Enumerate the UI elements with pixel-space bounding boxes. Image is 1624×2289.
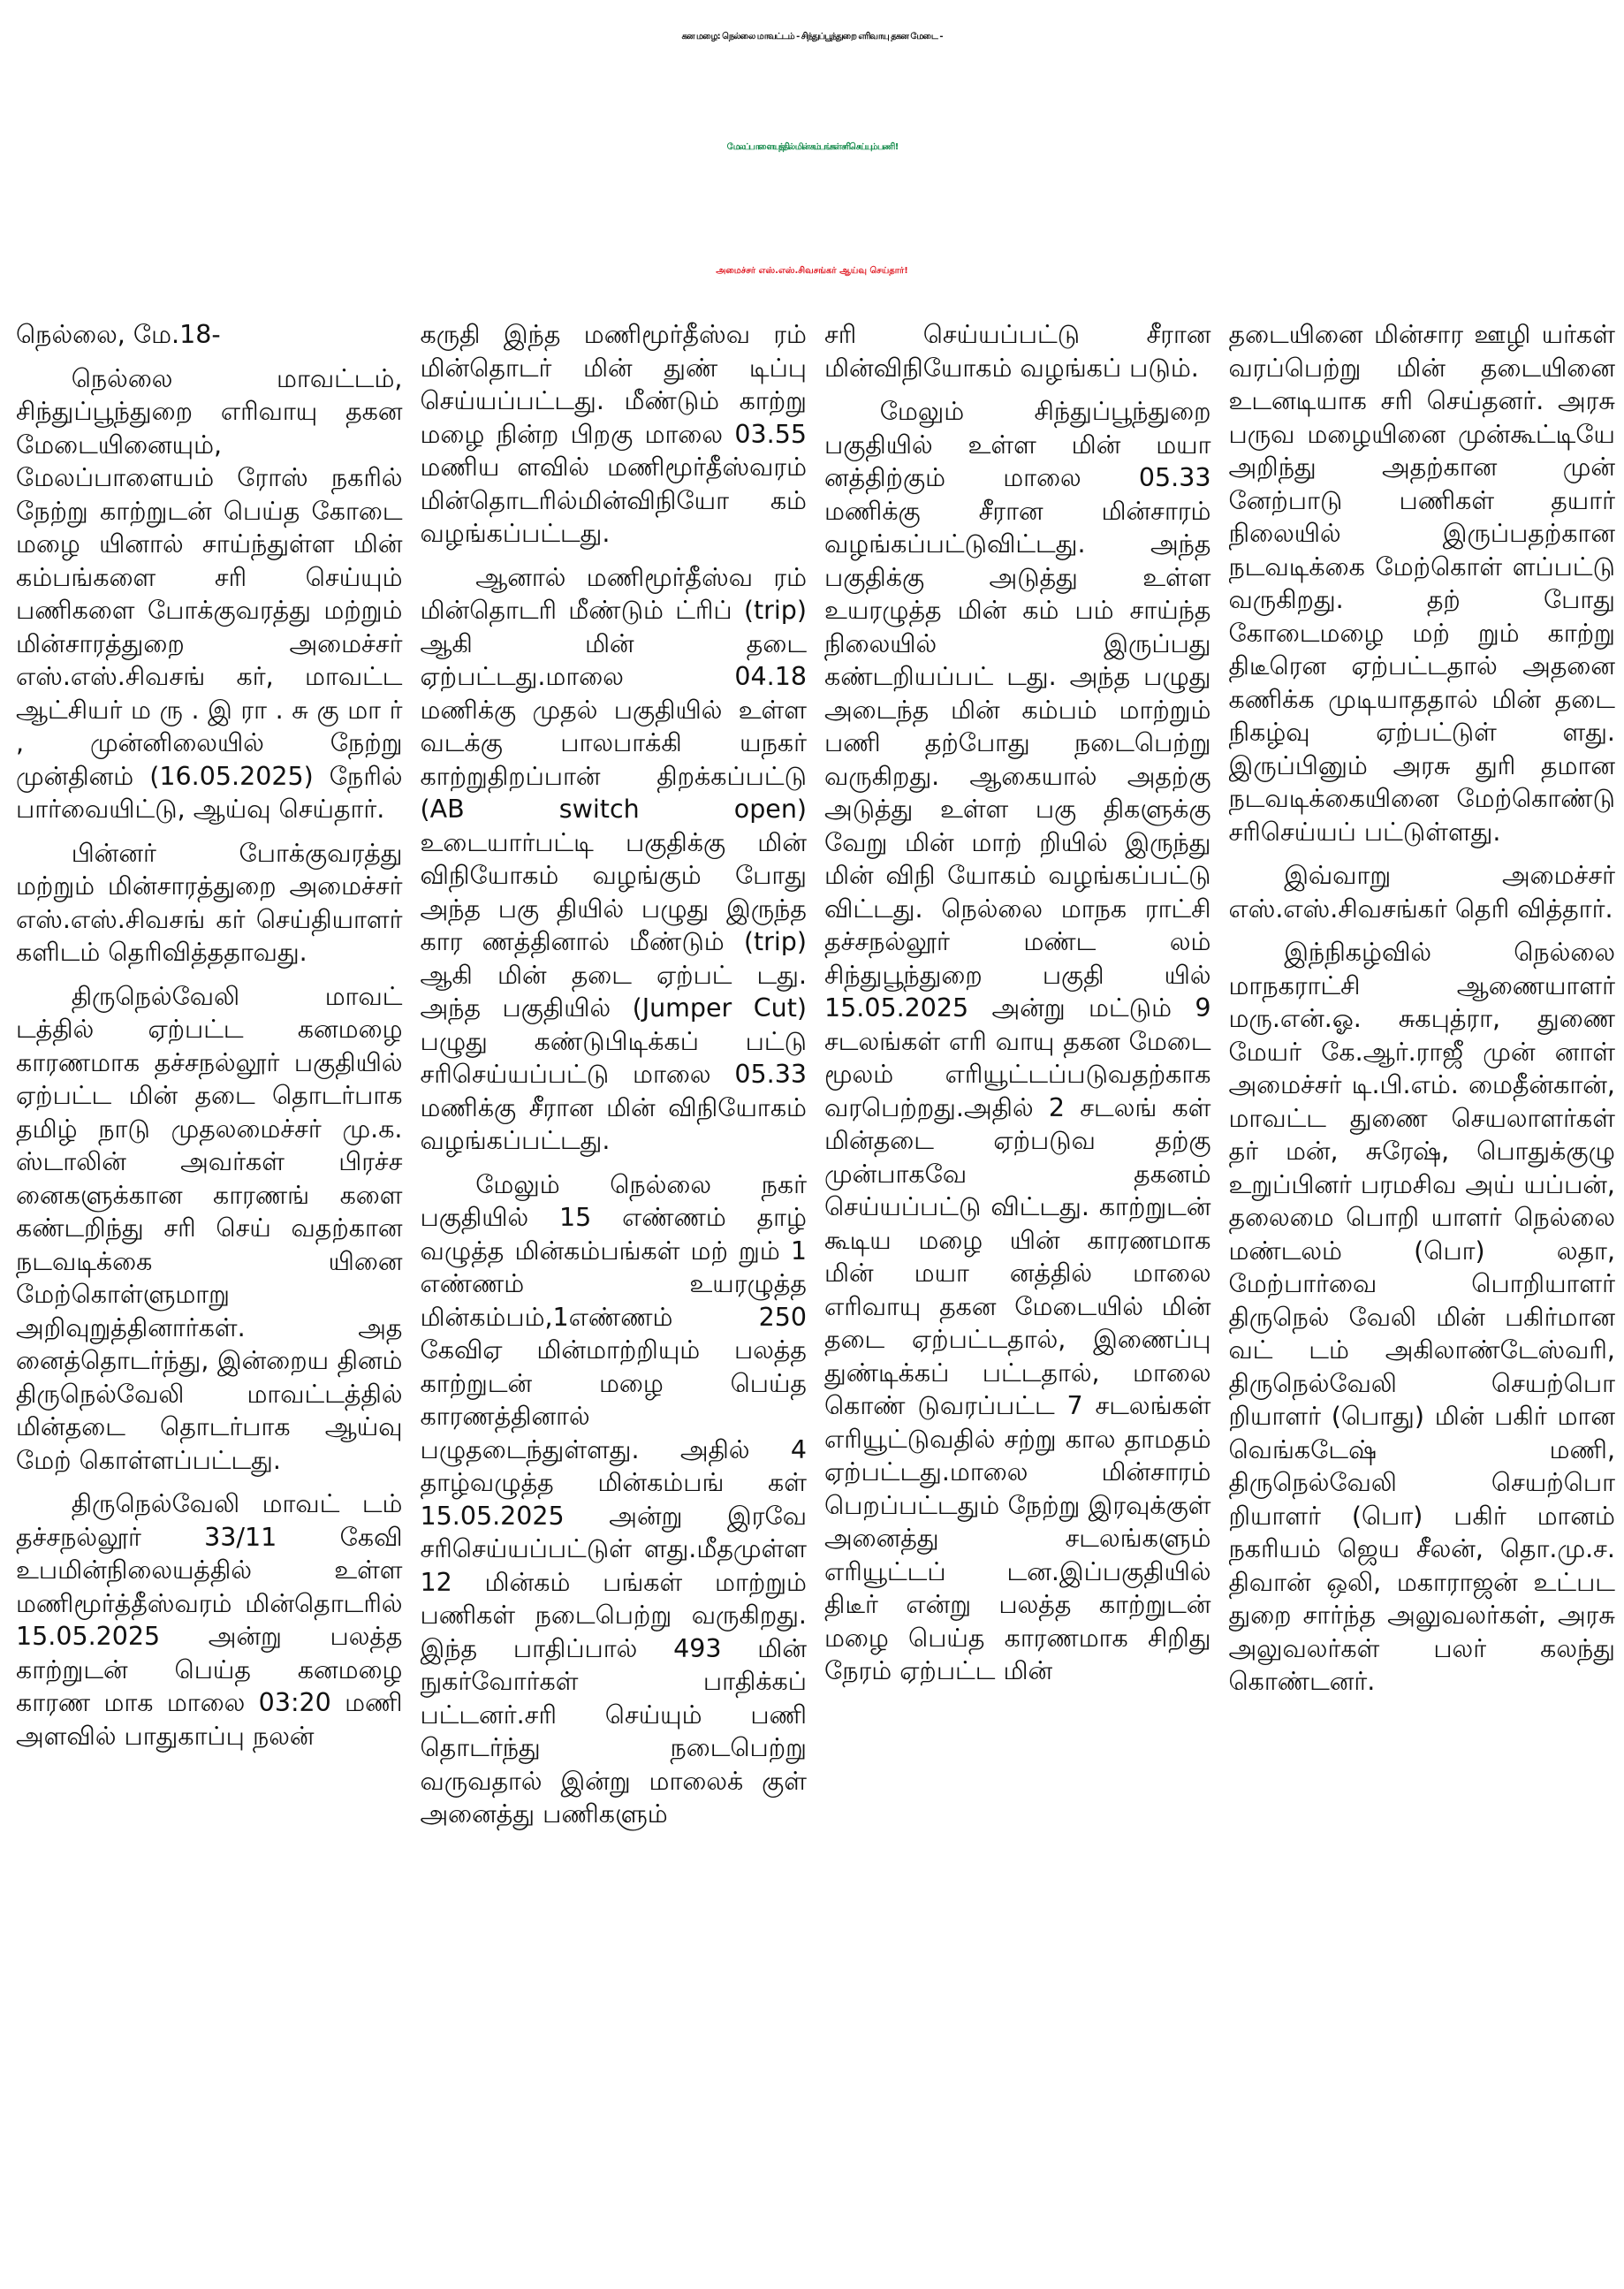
dateline: நெல்லை, மே.18- bbox=[16, 320, 221, 349]
article-column-2 bbox=[421, 318, 808, 2280]
subheadline: அமைச்சர் எஸ்.எஸ்.சிவசங்கர் ஆய்வு செய்தார்! bbox=[716, 266, 908, 276]
article-column-1 bbox=[16, 318, 403, 2280]
paragraph: இவ்வாறு அமைச்சர் எஸ்.எஸ்.சிவசங்கர் தெரி வித்தார். bbox=[1228, 861, 1615, 924]
article-body bbox=[16, 318, 1615, 2280]
paragraph: நெல்லை மாவட்டம், சிந்துப்பூந்துறை எரிவாயு தகன மேடையினையும், மேலப்பாளையம் ரோஸ் நகரில் நேற்று காற்றுடன் பெய்த கோடை மழை யினால் சாய்ந்துள்ள மின் கம்பங்களை சரி செய்யும் பணிகளை போக்குவரத்து மற்றும் மின்சாரத்துறை அமைச்சர் எஸ்.எஸ்.சிவசங் கர், மாவட்ட ஆட்சியர் ம ரு . இ ரா . சு கு மா ர் , முன்னிலையில் நேற்று முன்தினம் (16.05.2025) நேரில் பார்வையிட்டு, ஆய்வு செய்தார். bbox=[16, 363, 403, 824]
paragraph: திருநெல்வேலி மாவட் டம் தச்சநல்லூர் 33/11 கேவி உபமின்நிலையத்தில் உள்ள மணிமூர்த்தீஸ்வரம் மின்தொடரில் 15.05.2025 அன்று பலத்த காற்றுடன் பெய்த கனமழை காரண மாக மாலை 03:20 மணி அளவில் பாதுகாப்பு நலன் bbox=[16, 1489, 403, 1751]
article-column-3 bbox=[824, 318, 1211, 2280]
paragraph: மேலும் நெல்லை நகர் பகுதியில் 15 எண்ணம் தாழ் வழுத்த மின்கம்பங்கள் மற் றும் 1 எண்ணம் உயரழுத்த மின்கம்பம்,1எண்ணம் 250 கேவிஏ மின்மாற்றியும் பலத்த காற்றுடன் மழை பெய்த காரணத்தினால் பழுதடைந்துள்ளது. அதில் 4 தாழ்வழுத்த மின்கம்பங் கள் 15.05.2025 அன்று இரவே சரிசெய்யப்பட்டுள் ளது.மீதமுள்ள 12 மின்கம் பங்கள் மாற்றும் பணிகள் நடைபெற்று வருகிறது. இந்த பாதிப்பால் 493 மின் நுகர்வோர்கள் பாதிக்கப் பட்டனர்.சரி செய்யும் பணி தொடர்ந்து நடைபெற்று வருவதால் இன்று மாலைக் குள் அனைத்து பணிகளும் bbox=[420, 1169, 807, 1829]
paragraph: ஆனால் மணிமூர்தீஸ்வ ரம் மின்தொடரி மீண்டும் ட்ரிப் (trip) ஆகி மின் தடை ஏற்பட்டது.மாலை 04.18 மணிக்கு முதல் பகுதியில் உள்ள வடக்கு பாலபாக்கி யநகர் காற்றுதிறப்பான் திறக்கப்பட்டு (AB switch open) உடையார்பட்டி பகுதிக்கு மின் விநியோகம் வழங்கும் போது அந்த பகு தியில் பழுது இருந்த கார ணத்தினால் மீண்டும் (trip) ஆகி மின் தடை ஏற்பட் டது. அந்த பகுதியில் (Jumper Cut) பழுது கண்டுபிடிக்கப் பட்டு சரிசெய்யப்பட்டு மாலை 05.33 மணிக்கு சீரான மின் விநியோகம் வழங்கப்பட்டது. bbox=[420, 562, 807, 1155]
paragraph: தடையினை மின்சார ஊழி யர்கள் வரப்பெற்று மின் தடையினை உடனடியாக சரி செய்தனர். அரசு பருவ மழையினை முன்கூட்டியே அறிந்து அதற்கான முன் னேற்பாடு பணிகள் தயார் நிலையில் இருப்பதற்கான நடவடிக்கை மேற்கொள் ளப்பட்டு வருகிறது. தற் போது கோடைமழை மற் றும் காற்று திடீரென ஏற்பட்டதால் அதனை கணிக்க முடியாததால் மின் தடை நிகழ்வு ஏற்பட்டுள் ளது. இருப்பினும் அரசு துரி தமான நடவடிக்கையினை மேற்கொண்டு சரிசெய்யப் பட்டுள்ளது. bbox=[1228, 320, 1615, 847]
paragraph: திருநெல்வேலி மாவட் டத்தில் ஏற்பட்ட கனமழை காரணமாக தச்சநல்லூர் பகுதியில் ஏற்பட்ட மின் தடை தொடர்பாக தமிழ் நாடு முதலமைச்சர் மு.க. ஸ்டாலின் அவர்கள் பிரச்ச னைகளுக்கான காரணங் களை கண்டறிந்து சரி செய் வதற்கான நடவடிக்கை யினை மேற்கொள்ளுமாறு அறிவுறுத்தினார்கள். அத னைத்தொடர்ந்து, இன்றைய தினம் திருநெல்வேலி மாவட்டத்தில் மின்தடை தொடர்பாக ஆய்வு மேற் கொள்ளப்பட்டது. bbox=[16, 981, 403, 1475]
kicker-line: கன மழை: நெல்லை மாவட்டம் - சிந்துப்பூந்துறை எரிவாயு தகன மேடை - bbox=[681, 32, 943, 42]
paragraph: மேலும் சிந்துப்பூந்துறை பகுதியில் உள்ள மின் மயா னத்திற்கும் மாலை 05.33 மணிக்கு சீரான மின்சாரம் வழங்கப்பட்டுவிட்டது. அந்த பகுதிக்கு அடுத்து உள்ள உயரழுத்த மின் கம் பம் சாய்ந்த நிலையில் இருப்பது கண்டறியப்பட் டது. அந்த பழுது அடைந்த மின் கம்பம் மாற்றும் பணி தற்போது நடைபெற்று வருகிறது. ஆகையால் அதற்கு அடுத்து உள்ள பகு திகளுக்கு வேறு மின் மாற் றியில் இருந்து மின் விநி யோகம் வழங்கப்பட்டு விட்டது. நெல்லை மாநக ராட்சி தச்சநல்லூர் மண்ட லம் சிந்துபூந்துறை பகுதி யில் 15.05.2025 அன்று மட்டும் 9 சடலங்கள் எரி வாயு தகன மேடை மூலம் எரியூட்டப்படுவதற்காக வரபெற்றது.அதில் 2 சடலங் கள் மின்தடை ஏற்படுவ தற்கு முன்பாகவே தகனம் செய்யப்பட்டு விட்டது. காற்றுடன் கூடிய மழை யின் காரணமாக மின் மயா னத்தில் மாலை எரிவாயு தகன மேடையில் மின் தடை ஏற்பட்டதால், இணைப்பு துண்டிக்கப் பட்டதால், மாலை கொண் டுவரப்பட்ட 7 சடலங்கள் எரியூட்டுவதில் சற்று கால தாமதம் ஏற்பட்டது.மாலை மின்சாரம் பெறப்பட்டதும் நேற்று இரவுக்குள் அனைத்து சடலங்களும் எரியூட்டப் டன.இப்பகுதியில் திடீர் என்று பலத்த காற்றுடன் மழை பெய்த காரணமாக சிறிது நேரம் ஏற்பட்ட மின் bbox=[824, 397, 1211, 1685]
paragraph: சரி செய்யப்பட்டு சீரான மின்விநியோகம் வழங்கப் படும். bbox=[824, 320, 1211, 383]
paragraph: இந்நிகழ்வில் நெல்லை மாநகராட்சி ஆணையாளர் மரு.என்.ஓ. சுகபுத்ரா, துணை மேயர் கே.ஆர்.ராஜீ முன் னாள் அமைச்சர் டி.பி.எம். மைதீன்கான், மாவட்ட துணை செயலாளர்கள் தர் மன், சுரேஷ், பொதுக்குழு உறுப்பினர் பரமசிவ அய் யப்பன், தலைமை பொறி யாளர் நெல்லை மண்டலம் (பொ) லதா, மேற்பார்வை பொறியாளர் திருநெல் வேலி மின் பகிர்மான வட் டம் அகிலாண்டேஸ்வரி, திருநெல்வேலி செயற்பொ றியாளர் (பொது) மின் பகிர் மான வெங்கடேஷ் மணி, திருநெல்வேலி செயற்பொ றியாளர் (பொ) பகிர் மானம் நகரியம் ஜெய சீலன், தொ.மு.ச. திவான் ஒலி, மகாராஜன் உட்பட துறை சார்ந்த அலுவலர்கள், அரசு அலுவலர்கள் பலர் கலந்து கொண்டனர். bbox=[1228, 938, 1615, 1696]
paragraph: கருதி இந்த மணிமூர்தீஸ்வ ரம் மின்தொடர் மின் துண் டிப்பு செய்யப்பட்டது. மீண்டும் காற்று மழை நின்ற பிறகு மாலை 03.55 மணிய ளவில் மணிமூர்தீஸ்வரம் மின்தொடரில்மின்விநியோ கம் வழங்கப்பட்டது. bbox=[420, 320, 807, 548]
headline: மேலப்பாளையத்தில் மின் கம்பங்கள் சரிசெய்யும் பணி ! bbox=[726, 142, 898, 152]
article-column-4 bbox=[1229, 318, 1616, 2280]
paragraph: பின்னர் போக்குவரத்து மற்றும் மின்சாரத்துறை அமைச்சர் எஸ்.எஸ்.சிவசங் கர் செய்தியாளர் களிடம் தெரிவித்ததாவது. bbox=[16, 838, 403, 967]
